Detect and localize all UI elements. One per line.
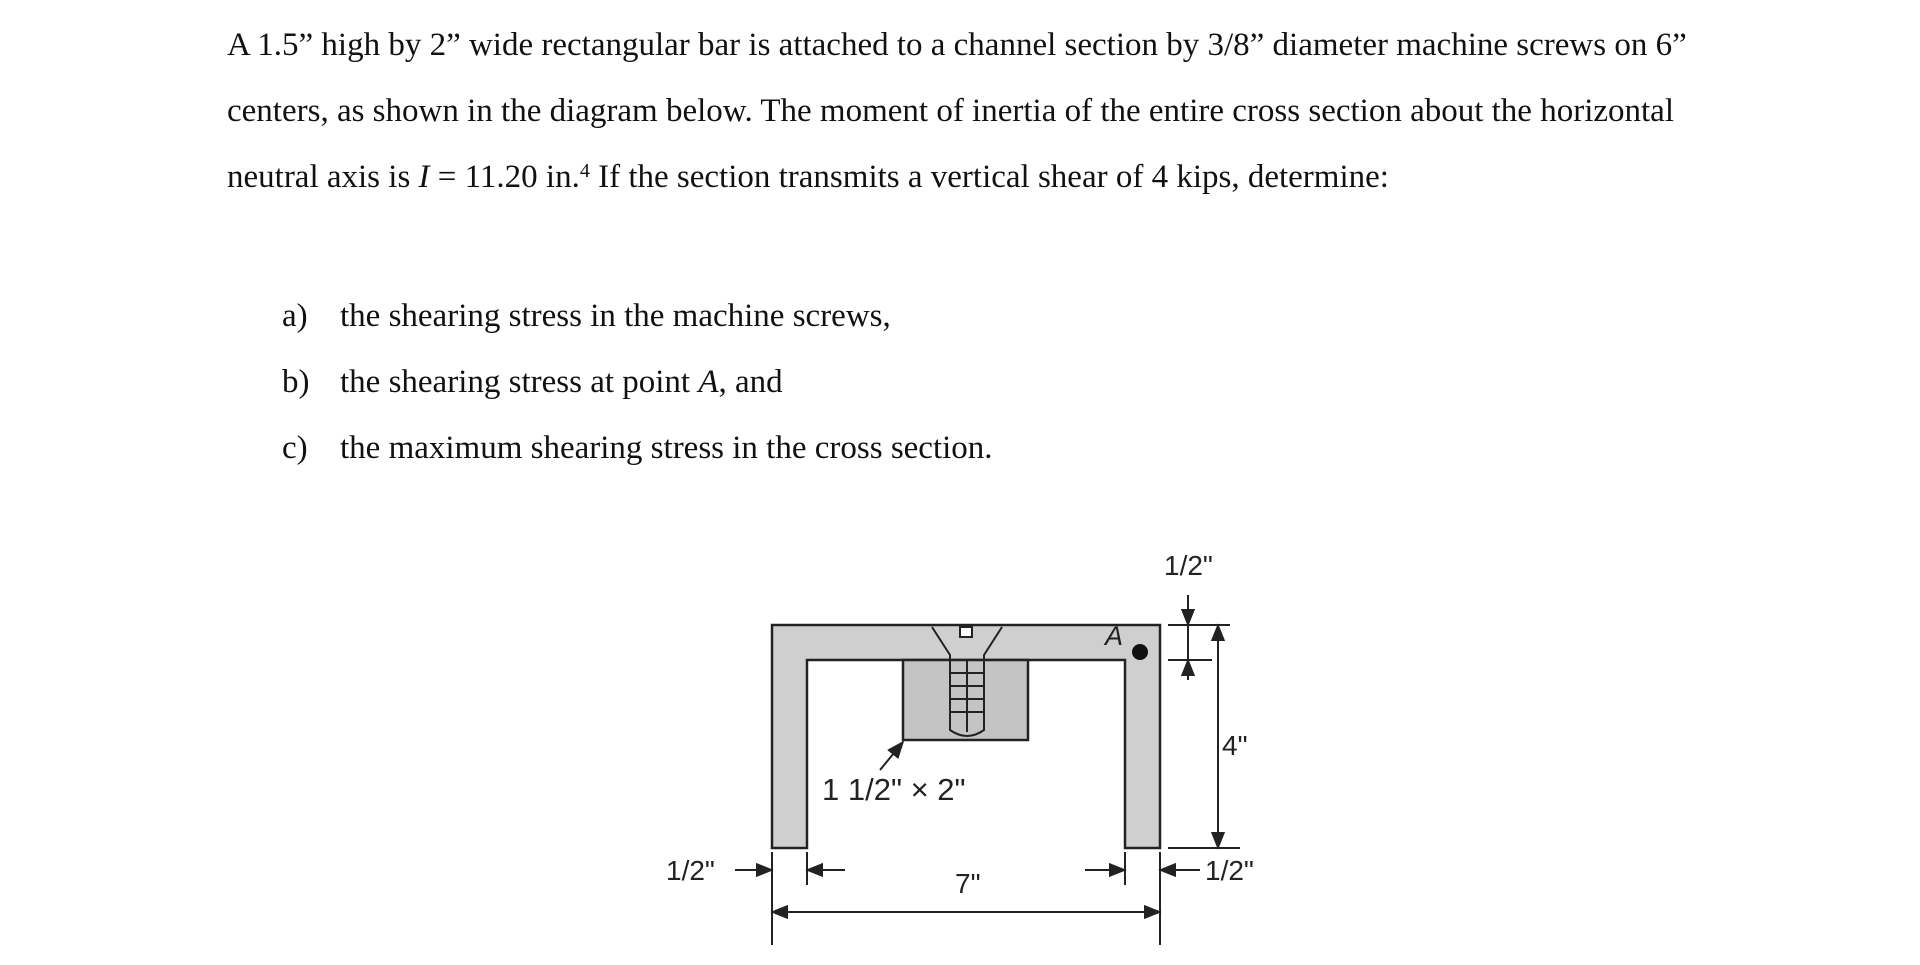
question-label: a) bbox=[282, 298, 308, 334]
channel-section-diagram bbox=[0, 520, 1920, 965]
point-a-label: A bbox=[1105, 621, 1124, 651]
height-label: 4" bbox=[1222, 730, 1248, 761]
question-item-c bbox=[282, 415, 993, 481]
problem-determine-text: If the section transmits a vertical shear of 4 kips, determine: bbox=[589, 159, 1389, 195]
width-label: 7" bbox=[955, 868, 981, 899]
question-label: c) bbox=[282, 430, 308, 466]
inertia-value: = 11.20 in. bbox=[429, 159, 580, 195]
point-a-marker bbox=[1132, 644, 1148, 660]
bar-leader-line bbox=[880, 742, 903, 770]
question-label: b) bbox=[282, 364, 310, 400]
left-thickness-label: 1/2" bbox=[666, 855, 715, 886]
question-text: the shearing stress in the machine screws, bbox=[340, 298, 891, 334]
question-text: the shearing stress at point A, and bbox=[340, 364, 783, 400]
question-item-a bbox=[282, 283, 993, 349]
question-text: the maximum shearing stress in the cross section. bbox=[340, 430, 993, 466]
point-reference: A bbox=[698, 364, 719, 400]
problem-intro-text: A 1.5” high by 2” wide rectangular bar is attached to a channel section by 3/8” diameter machine screws on 6” centers, as shown in the diagram below. The moment of inertia of the entire cross section about the horizontal neutral axis is bbox=[227, 27, 1687, 195]
bar-size-label: 1 1/2" × 2" bbox=[822, 772, 966, 807]
left-thickness-dimension bbox=[735, 852, 845, 885]
right-thickness-label: 1/2" bbox=[1205, 855, 1254, 886]
question-list bbox=[282, 283, 993, 481]
inertia-symbol: I bbox=[418, 159, 430, 195]
inertia-exponent: 4 bbox=[579, 160, 590, 182]
top-thickness-label: 1/2" bbox=[1164, 550, 1213, 581]
question-item-b bbox=[282, 349, 993, 415]
right-thickness-dimension bbox=[1085, 852, 1200, 885]
problem-statement bbox=[227, 12, 1727, 210]
problem-paragraph bbox=[227, 12, 1727, 210]
top-thickness-dimension bbox=[1168, 595, 1230, 680]
